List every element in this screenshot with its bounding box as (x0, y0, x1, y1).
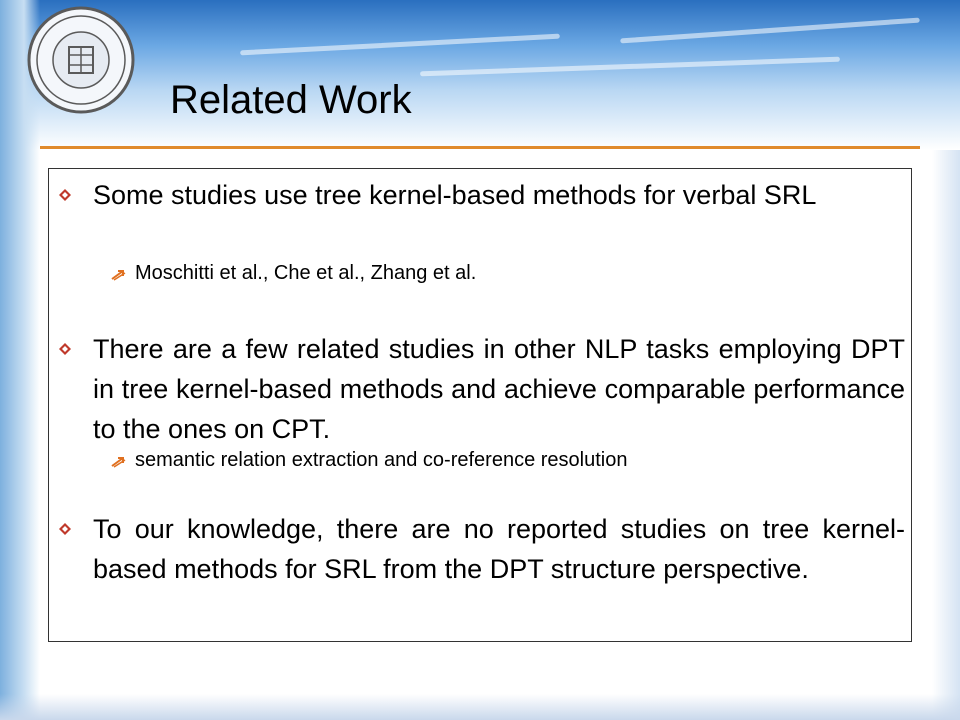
diamond-bullet-icon (59, 189, 71, 201)
bottom-decoration-band (0, 694, 960, 720)
bullet-item (93, 509, 905, 589)
bullet-item (93, 175, 905, 215)
title-divider (40, 146, 920, 149)
sub-bullet-text: Moschitti et al., Che et al., Zhang et al. (135, 262, 477, 284)
slide-title: Related Work (170, 78, 412, 122)
bullet-text: To our knowledge, there are no reported studies on tree kernel-based methods for SRL from the DPT structure perspective. (93, 514, 905, 584)
sub-bullet-text: semantic relation extraction and co-reference resolution (135, 449, 628, 471)
header-background (0, 0, 960, 150)
right-decoration-band (932, 150, 960, 720)
university-seal-logo (26, 5, 136, 115)
diamond-bullet-icon (59, 343, 71, 355)
diamond-bullet-icon (59, 523, 71, 535)
content-box (48, 168, 912, 642)
bullet-item (93, 329, 905, 449)
bullet-text: Some studies use tree kernel-based methods for verbal SRL (93, 180, 817, 210)
arrow-bullet-icon (111, 456, 129, 468)
sub-bullet-item (135, 260, 476, 286)
bullet-text: There are a few related studies in other NLP tasks employing DPT in tree kernel-based methods and achieve comparable performance to the ones on CPT. (93, 334, 905, 444)
sub-bullet-item (135, 447, 627, 473)
arrow-bullet-icon (111, 269, 129, 281)
